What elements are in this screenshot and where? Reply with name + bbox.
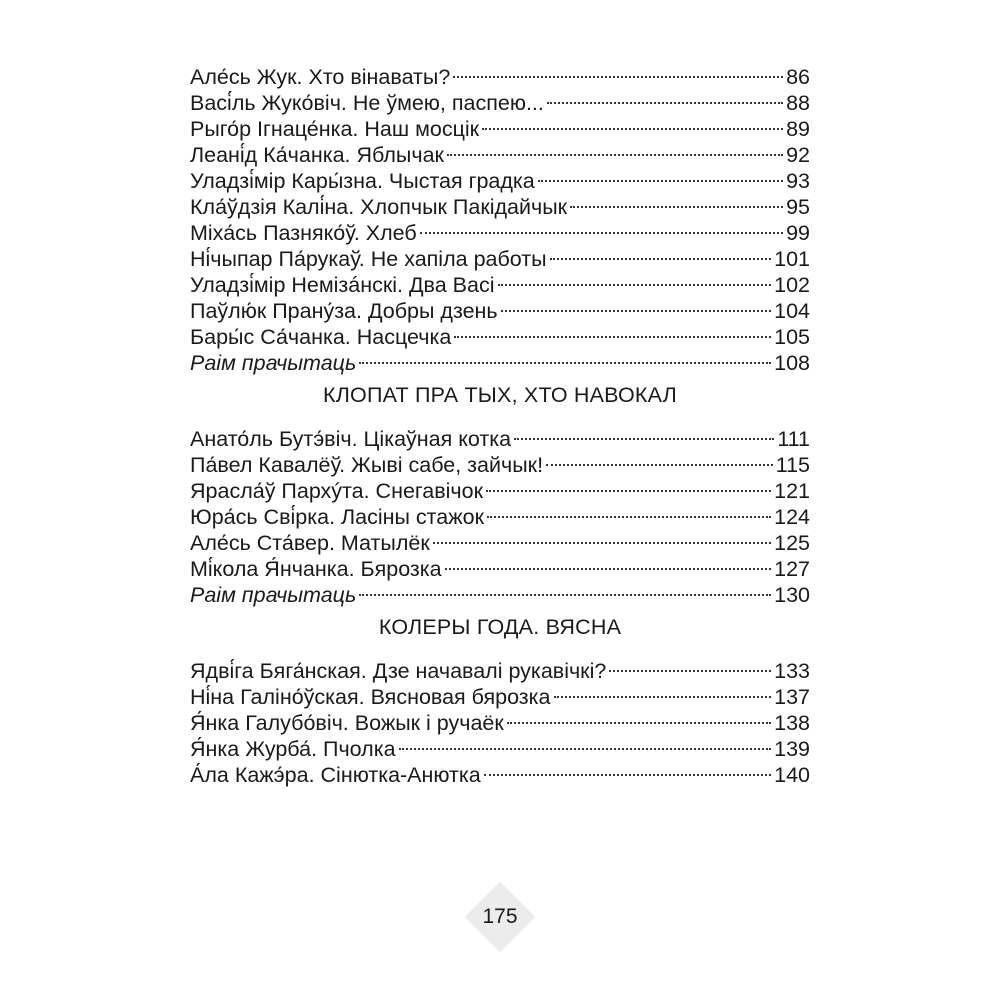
dot-leader [570, 188, 783, 214]
toc-entry-page: 133 [774, 659, 810, 683]
toc-entry-page: 115 [775, 453, 810, 477]
table-of-contents [190, 58, 810, 787]
dot-leader [554, 678, 772, 704]
dot-leader [420, 214, 783, 240]
dot-leader [498, 266, 772, 292]
toc-entry-page: 101 [774, 247, 810, 271]
dot-leader [454, 318, 771, 344]
dot-leader [507, 704, 771, 730]
section-heading: КЛОПАТ ПРА ТЫХ, ХТО НАВОКАЛ [323, 383, 677, 407]
toc-entry-page: 88 [786, 91, 810, 115]
toc-entry-title: Раім прачытаць [190, 583, 357, 607]
dot-leader [445, 550, 771, 576]
toc-entry-title: Мі́кола Я́нчанка. Бярозка [190, 557, 442, 581]
toc-entry [190, 58, 810, 89]
toc-entry-title: Леані́д Ка́чанка. Яблычак [190, 143, 444, 167]
toc-entry-title: Васі́ль Жуко́віч. Не ўмею, паспею... [190, 91, 544, 115]
dot-leader [609, 652, 771, 678]
dot-leader [482, 110, 783, 136]
toc-entry-page: 104 [774, 299, 810, 323]
toc-entry-page: 111 [777, 427, 810, 451]
dot-leader [547, 84, 783, 110]
dot-leader [359, 344, 771, 370]
toc-entry-title: Я́нка Галубо́віч. Вожык і ручаёк [190, 711, 504, 735]
dot-leader [546, 446, 773, 472]
toc-entry-page: 105 [774, 325, 810, 349]
toc-entry-title: Рыго́р Ігнаце́нка. Наш мосцік [190, 117, 480, 141]
toc-entry [190, 652, 810, 683]
toc-entry-title: Раім прачытаць [190, 351, 357, 375]
dot-leader [359, 576, 771, 602]
dot-leader [486, 472, 771, 498]
toc-entry-title: Паўлю́к Прану́за. Добры дзень [190, 299, 498, 323]
toc-entry-title: Па́вел Кавалёў. Жыві сабе, зайчык! [190, 453, 544, 477]
toc-entry-page: 137 [774, 685, 810, 709]
toc-entry-page: 124 [774, 505, 810, 529]
dot-leader [487, 498, 771, 524]
dot-leader [514, 420, 774, 446]
toc-entry-page: 130 [774, 583, 810, 607]
toc-entry-page: 121 [774, 479, 810, 503]
dot-leader [550, 240, 772, 266]
toc-entry-page: 127 [774, 557, 810, 581]
dot-leader [399, 730, 772, 756]
page-footer [463, 880, 537, 954]
toc-entry-page: 89 [786, 117, 810, 141]
toc-entry-title: Ядві́га Бяга́нская. Дзе начавалі рукавічкі? [190, 659, 607, 683]
toc-entry [190, 420, 810, 451]
toc-entry-title: А́ла Кажэ́ра. Сінютка-Анютка [190, 763, 481, 787]
section-heading: КОЛЕРЫ ГОДА. ВЯСНА [378, 615, 622, 639]
page-number: 175 [482, 905, 518, 928]
toc-entry-title: Але́сь Жук. Хто вінаваты? [190, 65, 451, 89]
toc-entry-title: Анато́ль Бутэ́віч. Цікаўная котка [190, 427, 512, 451]
toc-entry-page: 99 [786, 221, 810, 245]
dot-leader [484, 756, 771, 782]
dot-leader [501, 292, 772, 318]
dot-leader [538, 162, 783, 188]
toc-entry-page: 86 [786, 65, 810, 89]
toc-entry-title: Ярасла́ў Пархýта. Снегавічок [190, 479, 484, 503]
toc-entry-title: Ні́чыпар Па́рукаў. Не хапіла работы [190, 247, 547, 271]
toc-entry-title: Кла́ўдзія Калі́на. Хлопчык Пакідайчык [190, 195, 568, 219]
toc-entry-page: 125 [774, 531, 810, 555]
toc-entry-page: 92 [786, 143, 810, 167]
toc-entry-page: 138 [774, 711, 810, 735]
toc-entry-title: Бары́с Са́чанка. Насцечка [190, 325, 452, 349]
toc-entry-title: Але́сь Ста́вер. Матылёк [190, 531, 430, 555]
toc-entry-title: Ні́на Галіно́ўская. Вясновая бярозка [190, 685, 551, 709]
toc-entry-title: Юра́сь Сві́рка. Ласіны стажок [190, 505, 484, 529]
toc-entry-title: Уладзі́мір Кары́зна. Чыстая градка [190, 169, 535, 193]
toc-entry-page: 95 [786, 195, 810, 219]
dot-leader [453, 58, 783, 84]
toc-entry-page: 139 [774, 737, 810, 761]
toc-entry-page: 108 [774, 351, 810, 375]
toc-entry-title: Міха́сь Пазняко́ў. Хлеб [190, 221, 417, 245]
toc-entry-page: 93 [786, 169, 810, 193]
dot-leader [433, 524, 771, 550]
dot-leader [447, 136, 783, 162]
toc-entry-page: 140 [774, 763, 810, 787]
toc-entry-title: Уладзі́мір Немізáнскі. Два Васі [190, 273, 495, 297]
toc-entry-title: Я́нка Журба́. Пчолка [190, 737, 396, 761]
toc-entry-page: 102 [774, 273, 810, 297]
